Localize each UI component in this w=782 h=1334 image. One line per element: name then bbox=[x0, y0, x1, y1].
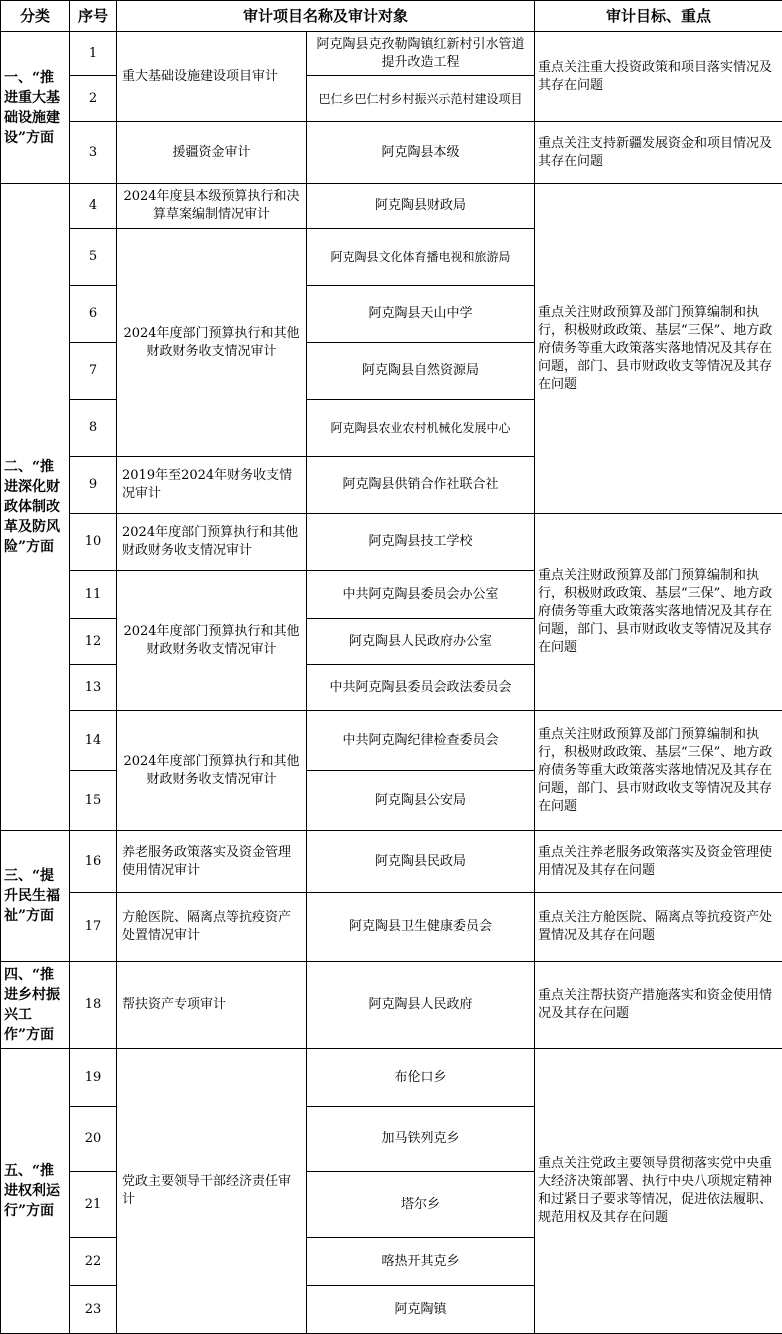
audit-goal: 重点关注帮扶资产措施落实和资金使用情况及其存在问题 bbox=[535, 962, 782, 1049]
audit-object: 塔尔乡 bbox=[307, 1172, 535, 1238]
row-number: 19 bbox=[70, 1049, 117, 1107]
audit-object: 中共阿克陶纪律检查委员会 bbox=[307, 711, 535, 771]
audit-object: 阿克陶县供销合作社联合社 bbox=[307, 457, 535, 514]
row-number: 21 bbox=[70, 1172, 117, 1238]
audit-goal: 重点关注党政主要领导贯彻落实党中央重大经济决策部署、执行中央八项规定精神和过紧日子要求等情况，促进依法履职、规范用权及其存在问题 bbox=[535, 1049, 782, 1334]
project-name: 2024年度部门预算执行和其他财政财务收支情况审计 bbox=[117, 514, 307, 571]
row-number: 14 bbox=[70, 711, 117, 771]
row-number: 23 bbox=[70, 1286, 117, 1334]
row-number: 7 bbox=[70, 343, 117, 400]
row-number: 13 bbox=[70, 665, 117, 711]
row-number: 18 bbox=[70, 962, 117, 1049]
project-name: 党政主要领导干部经济责任审计 bbox=[117, 1049, 307, 1334]
category-cell: 五、“推进权利运行”方面 bbox=[1, 1049, 70, 1334]
header-goal: 审计目标、重点 bbox=[535, 1, 782, 32]
row-number: 10 bbox=[70, 514, 117, 571]
audit-object: 阿克陶镇 bbox=[307, 1286, 535, 1334]
audit-object: 阿克陶县公安局 bbox=[307, 771, 535, 831]
audit-object: 巴仁乡巴仁村乡村振兴示范村建设项目 bbox=[307, 76, 535, 122]
audit-object: 阿克陶县技工学校 bbox=[307, 514, 535, 571]
audit-object: 布伦口乡 bbox=[307, 1049, 535, 1107]
audit-object: 阿克陶县人民政府办公室 bbox=[307, 619, 535, 665]
audit-object: 喀热开其克乡 bbox=[307, 1238, 535, 1286]
project-name: 帮扶资产专项审计 bbox=[117, 962, 307, 1049]
row-number: 6 bbox=[70, 286, 117, 343]
project-name: 援疆资金审计 bbox=[117, 122, 307, 184]
row-number: 22 bbox=[70, 1238, 117, 1286]
audit-object: 中共阿克陶县委员会政法委员会 bbox=[307, 665, 535, 711]
audit-object: 中共阿克陶县委员会办公室 bbox=[307, 571, 535, 619]
row-number: 12 bbox=[70, 619, 117, 665]
audit-goal: 重点关注财政预算及部门预算编制和执行，积极财政政策、基层“三保”、地方政府债务等重大政策落实落地情况及其存在问题，部门、县市财政收支等情况及其存在问题 bbox=[535, 711, 782, 831]
audit-object: 阿克陶县卫生健康委员会 bbox=[307, 893, 535, 962]
category-cell: 二、“推进深化财政体制改革及防风险”方面 bbox=[1, 184, 70, 831]
audit-goal: 重点关注财政预算及部门预算编制和执行，积极财政政策、基层“三保”、地方政府债务等重大政策落实落地情况及其存在问题，部门、县市财政收支等情况及其存在问题 bbox=[535, 514, 782, 711]
row-number: 5 bbox=[70, 229, 117, 286]
audit-object: 阿克陶县自然资源局 bbox=[307, 343, 535, 400]
audit-object: 阿克陶县人民政府 bbox=[307, 962, 535, 1049]
audit-object: 阿克陶县民政局 bbox=[307, 831, 535, 893]
row-number: 1 bbox=[70, 32, 117, 76]
audit-object: 阿克陶县天山中学 bbox=[307, 286, 535, 343]
row-number: 9 bbox=[70, 457, 117, 514]
row-number: 2 bbox=[70, 76, 117, 122]
header-project: 审计项目名称及审计对象 bbox=[117, 1, 535, 32]
audit-object: 阿克陶县农业农村机械化发展中心 bbox=[307, 400, 535, 457]
row-number: 3 bbox=[70, 122, 117, 184]
audit-object: 阿克陶县文化体育播电视和旅游局 bbox=[307, 229, 535, 286]
row-number: 4 bbox=[70, 184, 117, 229]
project-name: 2024年度部门预算执行和其他财政财务收支情况审计 bbox=[117, 711, 307, 831]
header-category: 分类 bbox=[1, 1, 70, 32]
audit-goal: 重点关注养老服务政策落实及资金管理使用情况及其存在问题 bbox=[535, 831, 782, 893]
project-name: 养老服务政策落实及资金管理使用情况审计 bbox=[117, 831, 307, 893]
project-name: 重大基础设施建设项目审计 bbox=[117, 32, 307, 122]
header-number: 序号 bbox=[70, 1, 117, 32]
audit-object: 阿克陶县本级 bbox=[307, 122, 535, 184]
category-cell: 三、“提升民生福祉”方面 bbox=[1, 831, 70, 962]
project-name: 2024年度部门预算执行和其他财政财务收支情况审计 bbox=[117, 229, 307, 457]
project-name: 2024年度县本级预算执行和决算草案编制情况审计 bbox=[117, 184, 307, 229]
audit-object: 阿克陶县克孜勒陶镇红新村引水管道提升改造工程 bbox=[307, 32, 535, 76]
row-number: 17 bbox=[70, 893, 117, 962]
audit-object: 加马铁列克乡 bbox=[307, 1107, 535, 1172]
project-name: 2024年度部门预算执行和其他财政财务收支情况审计 bbox=[117, 571, 307, 711]
project-name: 2019年至2024年财务收支情况审计 bbox=[117, 457, 307, 514]
row-number: 15 bbox=[70, 771, 117, 831]
audit-goal: 重点关注方舱医院、隔离点等抗疫资产处置情况及其存在问题 bbox=[535, 893, 782, 962]
audit-goal: 重点关注支持新疆发展资金和项目情况及其存在问题 bbox=[535, 122, 782, 184]
category-cell: 一、“推进重大基础设施建设”方面 bbox=[1, 32, 70, 184]
row-number: 11 bbox=[70, 571, 117, 619]
project-name: 方舱医院、隔离点等抗疫资产处置情况审计 bbox=[117, 893, 307, 962]
audit-goal: 重点关注重大投资政策和项目落实情况及其存在问题 bbox=[535, 32, 782, 122]
category-cell: 四、“推进乡村振兴工作”方面 bbox=[1, 962, 70, 1049]
audit-goal: 重点关注财政预算及部门预算编制和执行，积极财政政策、基层“三保”、地方政府债务等重大政策落实落地情况及其存在问题，部门、县市财政收支等情况及其存在问题 bbox=[535, 184, 782, 514]
row-number: 20 bbox=[70, 1107, 117, 1172]
audit-object: 阿克陶县财政局 bbox=[307, 184, 535, 229]
row-number: 8 bbox=[70, 400, 117, 457]
row-number: 16 bbox=[70, 831, 117, 893]
